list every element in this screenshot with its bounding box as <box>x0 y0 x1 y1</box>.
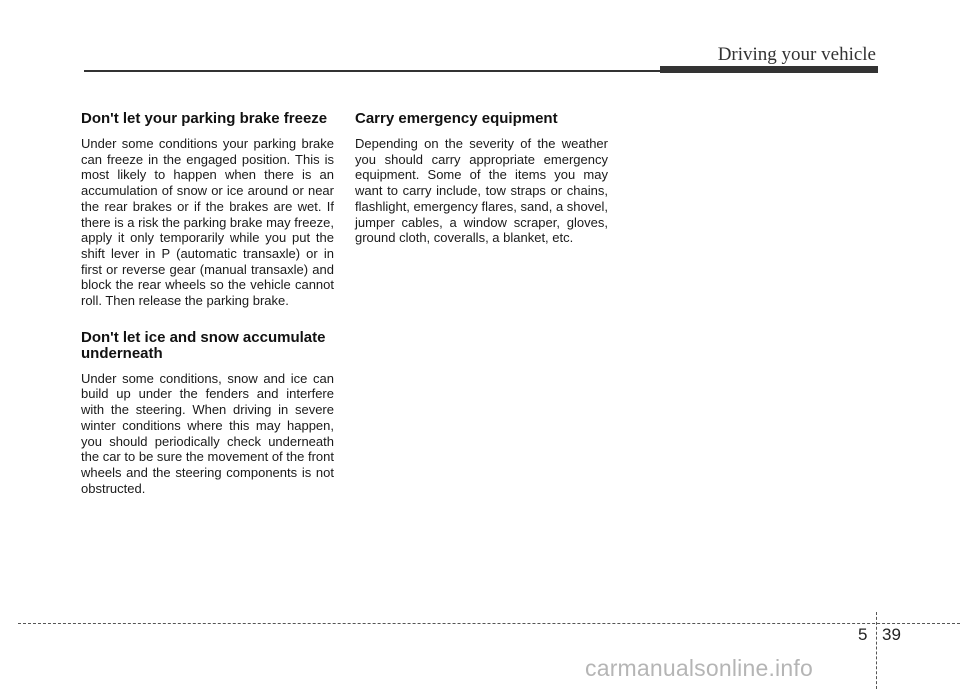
page-header-title: Driving your vehicle <box>717 44 876 65</box>
watermark[interactable]: carmanualsonline.info <box>585 655 813 681</box>
footer-rule <box>18 623 960 624</box>
section-heading: Don't let ice and snow accumulate underneath <box>81 328 326 362</box>
section-parking-brake <box>81 111 334 309</box>
header-rule-thin <box>84 70 660 72</box>
header-rule-thick <box>660 66 878 73</box>
section-emergency-equipment <box>355 111 608 246</box>
right-column <box>355 111 608 267</box>
section-body: Depending on the severity of the weather you should carry appropriate emergency equipment. Some of the items you may want to carry include, tow straps or chains, flashlight, emergency flares, sand, a shovel, jumper cables, a window scraper, gloves, ground cloth, coveralls, a blanket, etc. <box>355 136 608 246</box>
section-ice-snow <box>81 330 334 497</box>
left-column <box>81 111 334 517</box>
section-body: Under some conditions, snow and ice can build up under the fenders and interfere with the steering. When driving in severe winter conditions where this may happen, you should periodically check underneath the car to be sure the movement of the front wheels and the steering components is not obstructed. <box>81 370 334 496</box>
page-chapter: 5 <box>858 625 868 644</box>
section-heading: Don't let your parking brake freeze <box>81 110 328 127</box>
page-number: 39 <box>882 625 901 644</box>
section-body: Under some conditions your parking brake can freeze in the engaged position. This is most likely to happen when there is an accumulation of snow or ice around or near the rear brakes or if the brakes are wet. If there is a risk the parking brake may freeze, apply it only temporarily while you put the shift lever in P (automatic transaxle) or in first or reverse gear (manual transaxle) and block the rear wheels so the vehicle cannot roll. Then release the parking brake. <box>81 136 334 309</box>
section-heading: Carry emergency equipment <box>355 110 558 127</box>
footer-divider <box>876 612 877 689</box>
